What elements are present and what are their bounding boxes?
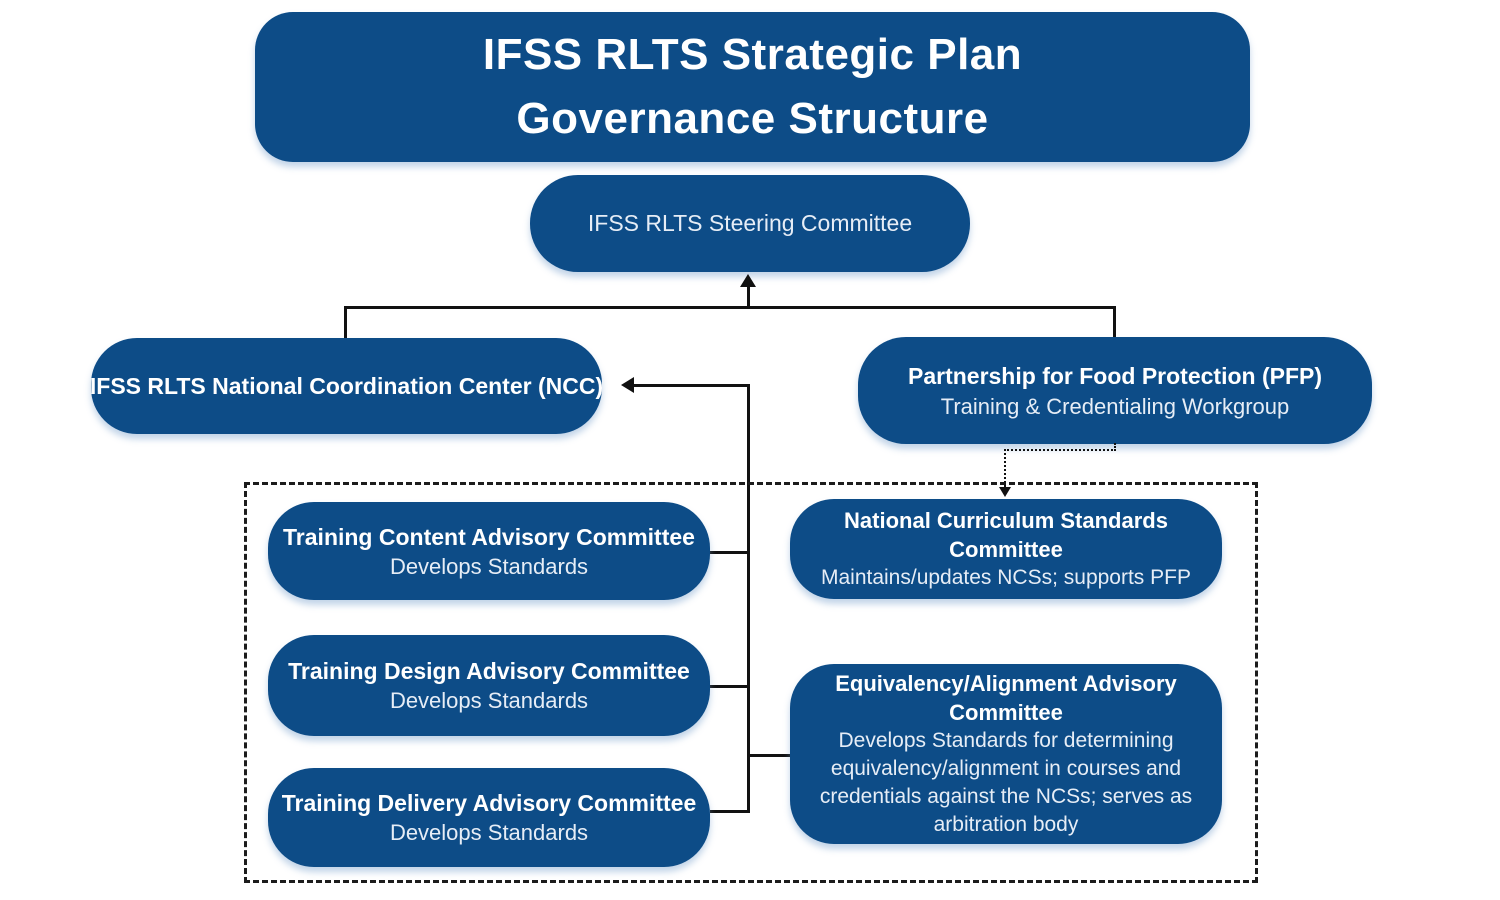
ncs-subtitle: Maintains/updates NCSs; supports PFP: [820, 566, 1191, 589]
connector-horizontal-main: [344, 306, 1116, 309]
ncc-label: IFSS RLTS National Coordination Center (NCC): [89, 372, 604, 399]
training-delivery-title: Training Delivery Advisory Committee: [281, 790, 697, 816]
node-training-delivery-advisory: [268, 768, 710, 867]
node-training-design-advisory: [268, 635, 710, 736]
training-content-title: Training Content Advisory Committee: [283, 523, 695, 550]
stub-training-content: [710, 551, 750, 554]
training-design-subtitle: Develops Standards: [389, 688, 589, 713]
connector-ncc-arrow-line: [634, 384, 750, 387]
diagram-title-box: [255, 12, 1250, 162]
node-national-curriculum-standards: [790, 499, 1222, 599]
diagram-title-line1: IFSS RLTS Strategic Plan: [482, 30, 1023, 79]
node-steering-committee: [530, 175, 970, 272]
connector-drop-to-pfp: [1113, 306, 1116, 338]
dotted-connector-horizontal: [1004, 449, 1116, 451]
stub-training-delivery: [710, 810, 750, 813]
pfp-subtitle: Training & Credentialing Workgroup: [940, 393, 1290, 419]
training-delivery-subtitle: Develops Standards: [389, 820, 589, 845]
diagram-title-line2: Governance Structure: [516, 94, 989, 143]
equivalency-subtitle: Develops Standards for determining equivalency/alignment in courses and credentials against the NCSs; serves as arbitration body: [819, 729, 1193, 836]
pfp-title: Partnership for Food Protection (PFP): [907, 362, 1322, 389]
node-equivalency-alignment-advisory: [790, 664, 1222, 844]
node-training-content-advisory: [268, 502, 710, 600]
stub-training-design: [710, 685, 750, 688]
node-partnership-food-protection: [858, 337, 1372, 444]
node-national-coordination-center: [91, 338, 602, 434]
training-content-subtitle: Develops Standards: [389, 553, 589, 579]
connector-drop-to-ncc: [344, 306, 347, 339]
equivalency-title: Equivalency/Alignment Advisory Committee: [835, 671, 1177, 725]
training-design-title: Training Design Advisory Committee: [288, 658, 690, 684]
ncs-title: National Curriculum Standards Committee: [844, 508, 1168, 562]
stub-equivalency: [748, 754, 792, 757]
arrowhead-left-to-ncc: [621, 377, 634, 393]
steering-committee-label: IFSS RLTS Steering Committee: [587, 210, 913, 236]
